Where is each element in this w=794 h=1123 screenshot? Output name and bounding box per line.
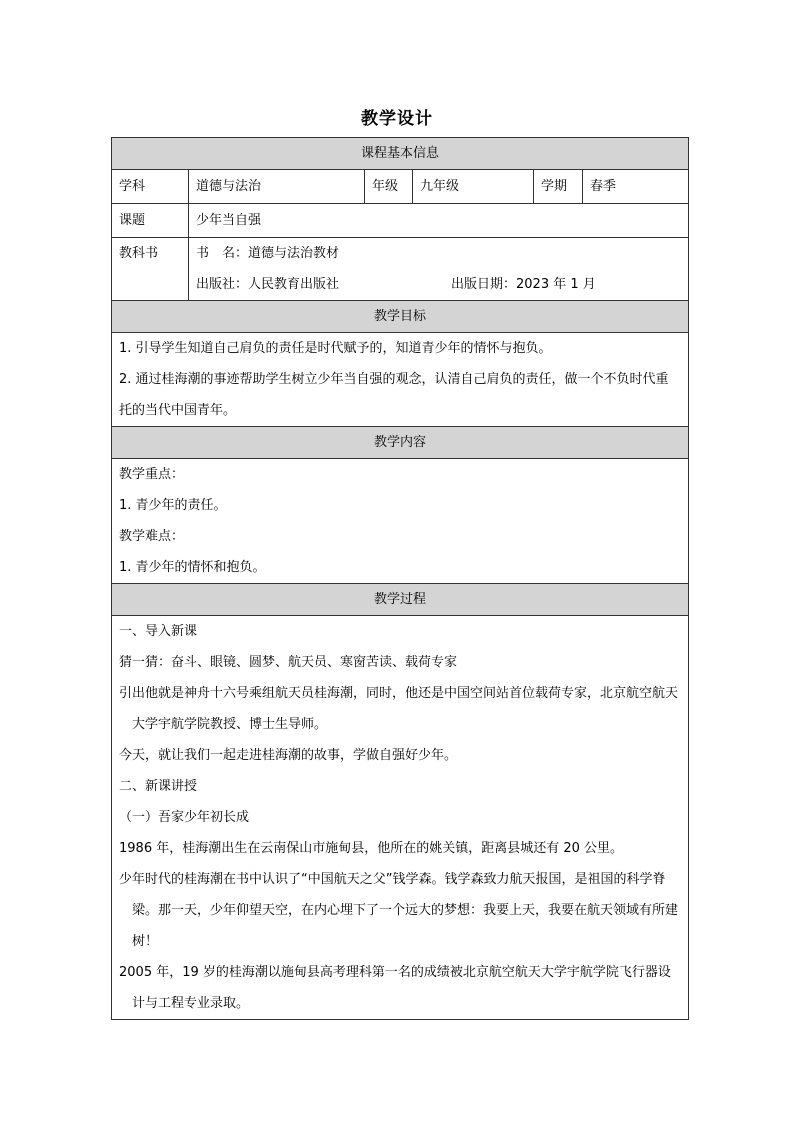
topic-value: 少年当自强 (189, 204, 689, 238)
objective-item: 2. 通过桂海潮的事迹帮助学生树立少年当自强的观念，认清自己肩负的责任，做一个不负时代重托的当代中国青年。 (119, 372, 669, 418)
document-title: 教学设计 (361, 109, 433, 129)
section-header-objectives (112, 301, 689, 333)
grade-label: 年级 (365, 170, 413, 204)
topic-label: 课题 (112, 204, 189, 238)
info-row-textbook (112, 238, 689, 301)
process-item: 引出他就是神舟十六号乘组航天员桂海潮，同时，他还是中国空间站首位载荷专家，北京航空航天大学宇航学院教授、博士生导师。 (119, 686, 679, 732)
term-label: 学期 (534, 170, 583, 204)
textbook-label: 教科书 (119, 246, 159, 261)
term-value: 春季 (583, 170, 689, 204)
book-name: 书 名：道德与法治教材 (196, 246, 340, 261)
process-item: 猜一猜：奋斗、眼镜、圆梦、航天员、寒窗苦读、载荷专家 (119, 655, 458, 670)
process-item: 2005 年，19 岁的桂海潮以施甸县高考理科第一名的成绩被北京航空航天大学宇航学院飞行器设计与工程专业录取。 (119, 965, 671, 1011)
subject-label: 学科 (112, 170, 189, 204)
process-item: 少年时代的桂海潮在书中认识了“中国航天之父”钱学森。钱学森致力航天报国，是祖国的科学脊梁。那一天，少年仰望天空，在内心埋下了一个远大的梦想：我要上天，我要在航天领域有所建树！ (119, 872, 679, 949)
publisher: 出版社：人民教育出版社 (196, 277, 340, 292)
publish-date: 出版日期：2023 年 1 月 (451, 277, 596, 292)
section-header-basic-info (112, 138, 689, 170)
content-item: 1. 青少年的情怀和抱负。 (119, 560, 266, 575)
objectives-row (112, 333, 689, 427)
info-row-topic (112, 204, 689, 238)
content-item: 教学重点： (119, 467, 185, 482)
content-item: 教学难点： (119, 529, 185, 544)
process-item: （一）吾家少年初长成 (119, 810, 250, 825)
section-header-content (112, 427, 689, 459)
section-header-process (112, 584, 689, 616)
section-title: 教学目标 (112, 301, 689, 333)
info-row-subject (112, 170, 689, 204)
process-item: 1986 年，桂海潮出生在云南保山市施甸县，他所在的姚关镇，距离县城还有 20 公里。 (119, 841, 624, 856)
content-item: 1. 青少年的责任。 (119, 498, 227, 513)
process-item: 今天，就让我们一起走进桂海潮的故事，学做自强好少年。 (119, 748, 458, 763)
process-item: 二、新课讲授 (119, 779, 198, 794)
content-row (112, 459, 689, 584)
process-row (112, 616, 689, 1020)
process-item: 一、导入新课 (119, 624, 198, 639)
section-title: 课程基本信息 (112, 138, 689, 170)
section-title: 教学内容 (112, 427, 689, 459)
grade-value: 九年级 (413, 170, 534, 204)
objective-item: 1. 引导学生知道自己肩负的责任是时代赋予的，知道青少年的情怀与抱负。 (119, 341, 552, 356)
subject-value: 道德与法治 (189, 170, 365, 204)
section-title: 教学过程 (112, 584, 689, 616)
lesson-plan-table (111, 137, 689, 1020)
